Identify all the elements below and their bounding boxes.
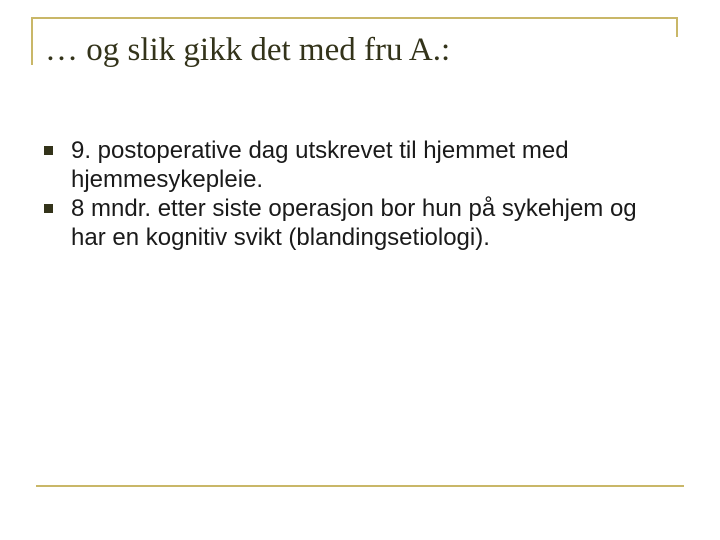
footer-rule [36,485,684,487]
bullet-list [40,136,660,252]
square-bullet-icon [44,204,53,213]
bullet-text: 8 mndr. etter siste operasjon bor hun på sykehjem og har en kognitiv svikt (blandingsetiologi). [71,195,637,251]
bullet-item [40,194,660,252]
title-frame-right-rule [676,17,678,37]
bullet-text: 9. postoperative dag utskrevet til hjemmet med hjemmesykepleie. [71,137,569,193]
title-frame-top-rule [31,17,678,19]
square-bullet-icon [44,146,53,155]
bullet-item [40,136,660,194]
slide-title: … og slik gikk det med fru A.: [45,32,451,68]
title-frame-left-rule [31,17,33,65]
